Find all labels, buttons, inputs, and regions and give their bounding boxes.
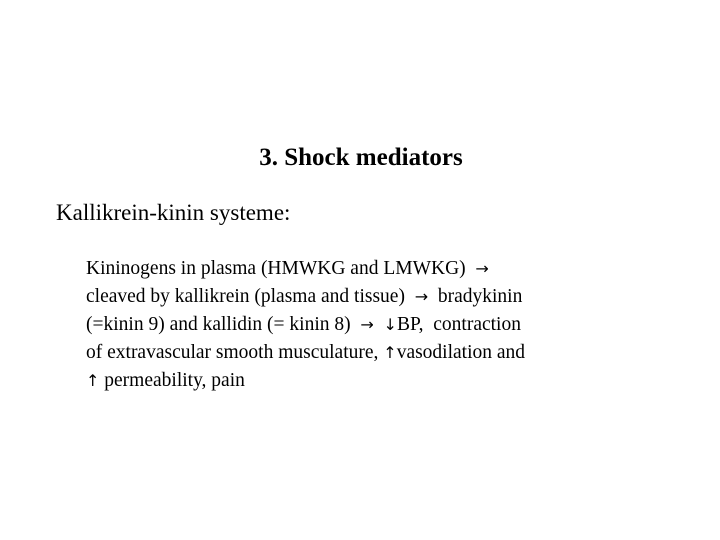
body-line bbox=[86, 311, 666, 339]
right-arrow-icon: → bbox=[360, 315, 374, 334]
body-text bbox=[86, 255, 666, 395]
body-line bbox=[86, 283, 666, 311]
up-arrow-icon: ↑ bbox=[383, 343, 397, 362]
body-text-segment: (=kinin 9) and kallidin (= kinin 8) bbox=[86, 314, 361, 335]
slide-subtitle: Kallikrein-kinin systeme: bbox=[56, 200, 291, 225]
body-text-segment: vasodilation and bbox=[396, 342, 526, 363]
body-line bbox=[86, 339, 666, 367]
slide-title: 3. Shock mediators bbox=[259, 144, 463, 171]
body-line bbox=[86, 255, 666, 283]
body-text-segment: Kininogens in plasma (HMWKG and LMWKG) bbox=[86, 258, 476, 279]
right-arrow-icon: → bbox=[414, 287, 429, 306]
body-text-segment: cleaved by kallikrein (plasma and tissue) bbox=[86, 286, 415, 307]
right-arrow-icon: → bbox=[475, 259, 489, 278]
up-arrow-icon: ↑ bbox=[86, 371, 100, 390]
down-arrow-icon: ↓ bbox=[383, 315, 397, 334]
body-text-segment: bradykinin bbox=[428, 286, 523, 307]
body-text-segment bbox=[374, 314, 384, 335]
body-text-segment: permeability, pain bbox=[99, 370, 245, 391]
body-text-segment: BP, contraction bbox=[396, 314, 521, 335]
body-text-segment: of extravascular smooth musculature, bbox=[86, 342, 384, 363]
body-line bbox=[86, 367, 666, 395]
